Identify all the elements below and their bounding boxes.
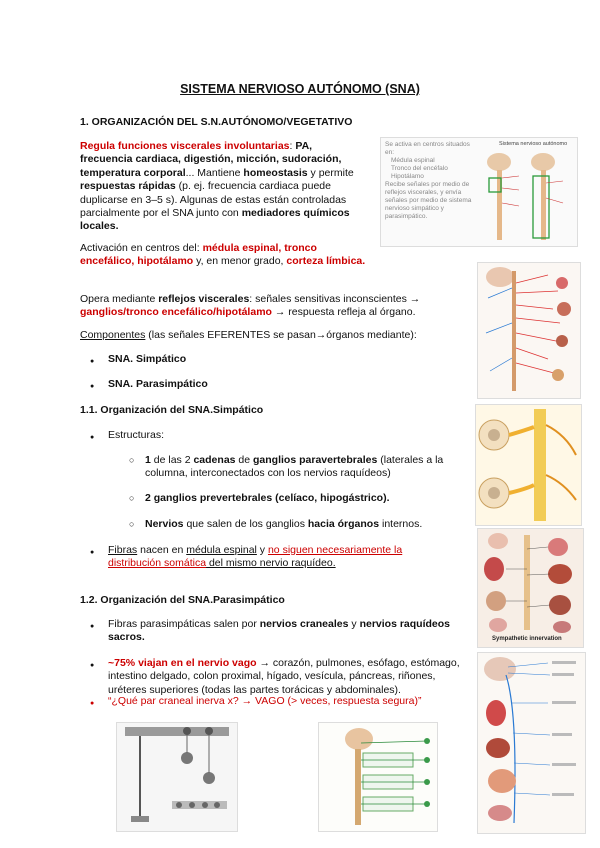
paragraph-funciones <box>80 140 365 234</box>
text-bold: PA, frecuencia cardiaca, digestión, micción, sudoración, temperatura corporal <box>80 140 342 179</box>
list-item: ● SNA. Simpático <box>108 353 186 366</box>
list-item: ● SNA. Parasimpático <box>108 378 208 391</box>
list-item <box>145 518 422 531</box>
text: → respuesta refleja al órgano. <box>271 306 416 319</box>
list-item <box>108 618 468 645</box>
text: de las 2 <box>150 454 194 466</box>
figure-spinal-cord-sections <box>475 404 582 526</box>
text-red: médula espinal, tronco encefálico, hipotálamo <box>80 242 317 268</box>
figure-parasympathetic-innervation <box>477 652 586 834</box>
text-red: corteza límbica. <box>286 255 366 268</box>
text: : <box>289 140 296 152</box>
text-underline: Componentes <box>80 329 146 341</box>
text: Opera mediante <box>80 293 159 305</box>
text: ... Mantiene <box>185 166 244 179</box>
list-item: ● Estructuras: <box>108 429 164 442</box>
text-bold: 1 <box>145 454 151 466</box>
neuron-diagram-illustration <box>117 723 237 831</box>
page-title: SISTEMA NERVIOSO AUTÓNOMO (SNA) <box>180 82 420 96</box>
text: y permite <box>307 166 354 179</box>
paragraph-componentes <box>80 329 470 342</box>
figure-caption: Sympathetic innervation <box>492 636 562 642</box>
figure-sympathetic-innervation <box>477 528 584 648</box>
figure-bullet: Se activa en centros situados en: <box>385 141 470 156</box>
autonomic-pathways-illustration <box>319 723 437 831</box>
text-bold: mediadores químicos locales. <box>80 207 350 233</box>
text: de <box>235 454 254 466</box>
figure-sna-overview <box>380 137 578 247</box>
list-item: ● “¿Qué par craneal inerva x? → VAGO (> veces, respuesta segura)” <box>108 695 468 708</box>
section-1-1-heading: 1.1. Organización del SNA.Simpático <box>80 404 264 416</box>
spinal-cord-illustration <box>476 405 581 525</box>
section-1-2-heading: 1.2. Organización del SNA.Parasimpático <box>80 594 285 606</box>
text-underline: Fibras <box>108 544 138 556</box>
paragraph-reflejos <box>80 293 470 320</box>
organs-illustration <box>478 529 583 635</box>
paragraph-activacion <box>80 242 370 269</box>
list-item <box>145 454 463 481</box>
text-bold: nervios raquídeos sacros. <box>108 618 451 644</box>
text: y, en menor grado, <box>193 255 287 268</box>
list-item <box>108 657 468 697</box>
text: (laterales a la columna, interconectados con los nervios raquídeos) <box>145 454 444 480</box>
text: nacen en <box>137 544 187 556</box>
figure-bullets <box>385 141 475 221</box>
section-1-heading: 1. ORGANIZACIÓN DEL S.N.AUTÓNOMO/VEGETATIVO <box>80 116 353 128</box>
text-underline: médula espinal <box>186 544 257 556</box>
text-red: ganglios/tronco encefálico/hipotálamo <box>80 306 272 319</box>
text: internos. <box>379 518 423 530</box>
figure-caption: Sistema nervioso autónomo <box>499 141 568 147</box>
text-bold: homeostasis <box>243 166 308 179</box>
list-item: ○ 2 ganglios prevertebrales (celíaco, hipogástrico). <box>145 492 390 505</box>
text: Activación en centros del: <box>80 242 203 254</box>
text-red: Regula funciones viscerales involuntarias <box>80 140 290 152</box>
figure-bullet: Tronco del encéfalo <box>391 165 448 172</box>
text-bold: Nervios <box>145 518 184 530</box>
text-bold: reflejos viscerales <box>158 293 250 305</box>
autonomic-innervation-illustration <box>478 263 580 398</box>
text: Fibras parasimpáticas salen por <box>108 618 260 630</box>
text-bold: respuestas rápidas <box>80 180 176 193</box>
figure-sympathetic-chain <box>477 262 581 399</box>
text: (p. ej. frecuencia cardiaca puede duplicarse en 3–5 s). Algunas de estas están controladas parcialmente por el SNA junto con <box>80 180 347 220</box>
text-bold: hacia órganos <box>307 518 380 530</box>
text-bold: ganglios paravertebrales <box>253 454 378 466</box>
figure-bullet: Hipotálamo <box>391 173 424 180</box>
text-bold: cadenas <box>193 454 236 466</box>
figure-neuron-diagram <box>116 722 238 832</box>
text: : señales sensitivas inconscientes → <box>249 293 421 305</box>
text: (las señales EFERENTES se pasan→órganos mediante): <box>145 329 417 341</box>
text-bold: nervios craneales <box>259 618 349 630</box>
text-underline: del mismo nervio raquídeo. <box>206 557 336 570</box>
list-item <box>108 544 453 571</box>
figure-autonomic-pathways <box>318 722 438 832</box>
text: y <box>348 618 360 630</box>
text-red-underline: no siguen necesariamente la distribución somática <box>108 544 403 570</box>
text-red: ~75% viajan en el nervio vago <box>108 657 257 669</box>
figure-bullet: Médula espinal <box>391 157 435 164</box>
text: que salen de los ganglios <box>183 518 308 530</box>
text: → corazón, pulmones, esófago, estómago, intestino delgado, colon proximal, hígado, vesícula, páncreas, riñones, uréteres superiores (todas las partes torácicas y abdominales). <box>108 657 460 696</box>
figure-bullet: Recibe señales por medio de reflejos viscerales, y envía señales por medio de sistema nervioso simpático y parasimpático. <box>385 181 472 220</box>
vagus-nerve-illustration <box>478 653 585 833</box>
nervous-system-illustration <box>479 148 575 244</box>
text: y <box>256 544 268 556</box>
